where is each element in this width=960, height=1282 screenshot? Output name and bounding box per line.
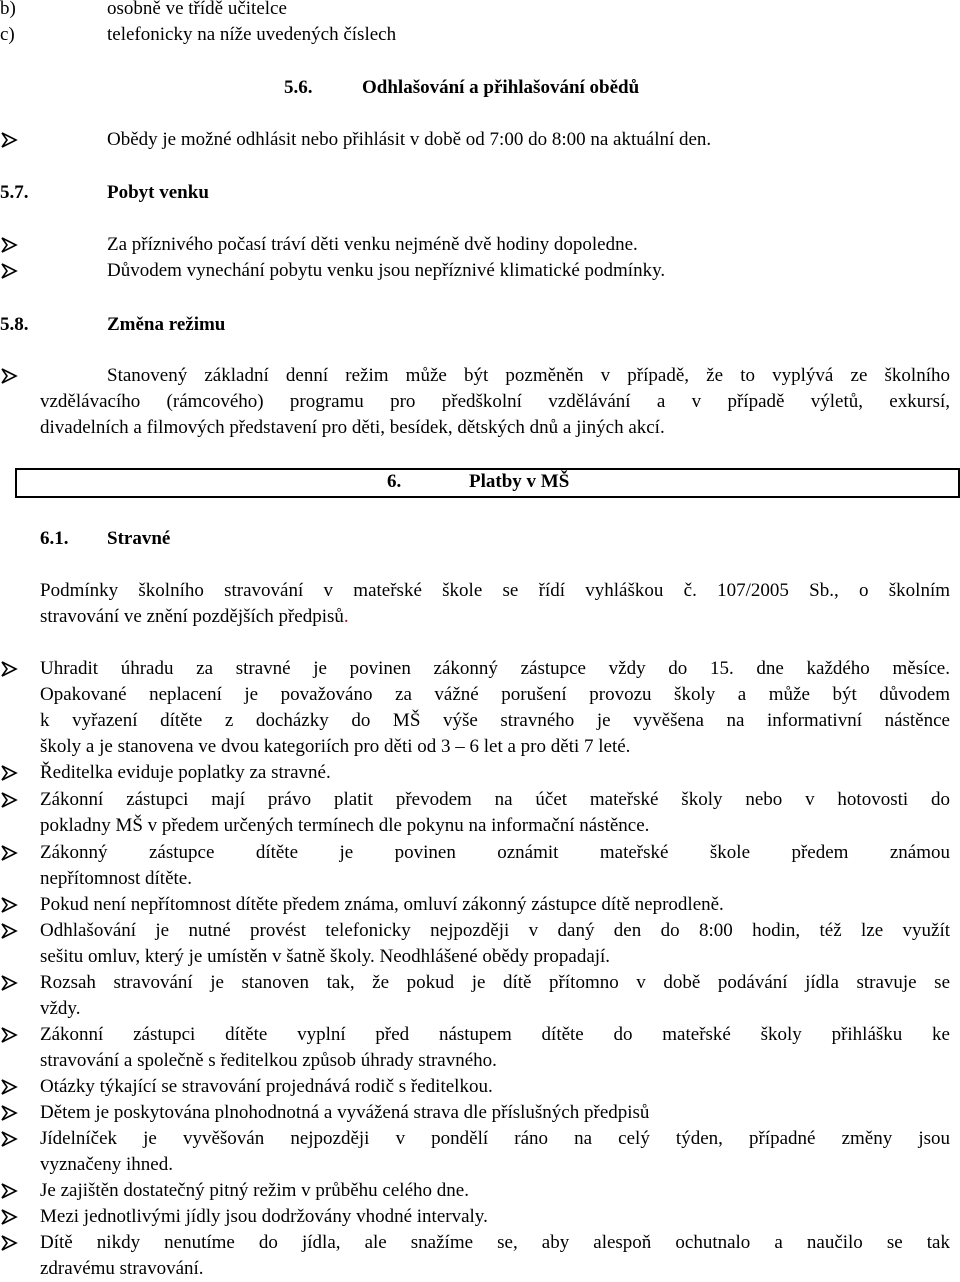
bullet-arrow-icon <box>0 764 18 782</box>
bullet-arrow-icon <box>0 844 18 862</box>
bullet-arrow-icon <box>0 1078 18 1096</box>
bullet-line: Mezi jednotlivými jídly jsou dodržovány vhodné intervaly. <box>40 1206 488 1227</box>
bullet-arrow-icon <box>0 1104 18 1122</box>
bullet-item <box>40 1126 950 1178</box>
bullet-line: vyznačeny ihned. <box>40 1154 173 1175</box>
section-number: 5.7. <box>0 182 29 203</box>
bullet-line: Odhlašování je nutné provést telefonicky nejpozději v daný den do 8:00 hodin, též lze využít <box>40 920 950 941</box>
bullet-line: Zákonný zástupce dítěte je povinen oznámit mateřské škole předem známou <box>40 842 950 863</box>
bullet-arrow-icon <box>0 791 18 809</box>
list-marker: b) <box>0 0 16 19</box>
bullet-arrow-icon <box>0 1130 18 1148</box>
bullet-arrow-icon <box>0 367 18 385</box>
paragraph-line: Podmínky školního stravování v mateřské škole se řídí vyhláškou č. 107/2005 Sb., o školním <box>40 580 950 601</box>
section-title: Platby v MŠ <box>469 471 570 492</box>
bullet-item <box>40 1204 950 1230</box>
section-title: Změna režimu <box>107 314 226 335</box>
bullet-text: Důvodem vynechání pobytu venku jsou nepříznivé klimatické podmínky. <box>107 260 666 281</box>
list-text: osobně ve třídě učitelce <box>107 0 287 19</box>
bullet-line: Dítě nikdy nenutíme do jídla, ale snažíme se, aby alespoň ochutnalo a naučilo se tak <box>40 1232 950 1253</box>
bullet-line: Uhradit úhradu za stravné je povinen zákonný zástupce vždy do 15. dne každého měsíce. <box>40 658 950 679</box>
bullet-line: vždy. <box>40 998 81 1019</box>
section-number: 5.6. <box>284 77 313 98</box>
bullet-item <box>40 970 950 1022</box>
section-title: Pobyt venku <box>107 182 209 203</box>
section-number: 5.8. <box>0 314 29 335</box>
bullet-line: Pokud není nepřítomnost dítěte předem známa, omluví zákonný zástupce dítě neprodleně. <box>40 894 724 915</box>
bullet-line: nepřítomnost dítěte. <box>40 868 192 889</box>
paragraph-stravne-intro <box>40 578 950 630</box>
section-heading-5-8 <box>0 312 226 338</box>
bullet-item <box>40 892 950 918</box>
section-number: 6. <box>387 471 402 492</box>
bullet-arrow-icon <box>0 1026 18 1044</box>
bullet-arrow-icon <box>0 922 18 940</box>
bullet-line: k vyřazení dítěte z docházky do MŠ výše stravného je vyvěšena na informativní nástěnce <box>40 710 950 731</box>
bullet-item <box>40 1022 950 1074</box>
section-number: 6.1. <box>40 528 69 549</box>
bullet-arrow-icon <box>0 896 18 914</box>
paragraph-line <box>40 604 950 630</box>
bullet-item <box>40 760 950 786</box>
section-heading-6-1 <box>40 526 171 552</box>
bullet-line: školy a je stanovena ve dvou kategoriích pro děti od 3 – 6 let a pro děti 7 leté. <box>40 736 631 757</box>
bullet-line: Jídelníček je vyvěšován nejpozději v pondělí ráno na celý týden, případné změny jsou <box>40 1128 950 1149</box>
bullet-item <box>40 1074 950 1100</box>
bullet-item <box>40 1230 950 1282</box>
bullet-arrow-icon <box>0 974 18 992</box>
bullet-item <box>40 840 950 892</box>
bullet-line: Je zajištěn dostatečný pitný režim v průběhu celého dne. <box>40 1180 469 1201</box>
bullet-item <box>40 1178 950 1204</box>
section-title: Odhlašování a přihlašování obědů <box>362 77 640 98</box>
bullet-item <box>40 1100 950 1126</box>
bullet-arrow-icon <box>0 1208 18 1226</box>
bullet-line: Otázky týkající se stravování projednává rodič s ředitelkou. <box>40 1076 493 1097</box>
bullet-item <box>40 918 950 970</box>
bullet-text: Za příznivého počasí tráví děti venku nejméně dvě hodiny dopoledne. <box>107 234 638 255</box>
bullet-arrow-icon <box>0 660 18 678</box>
paragraph-line: divadelních a filmových představení pro děti, besídek, dětských dnů a jiných akcí. <box>40 417 665 438</box>
paragraph-text-red: . <box>343 606 349 627</box>
section-heading-5-7 <box>0 180 209 206</box>
bullet-item <box>40 787 950 839</box>
bullet-line: Ředitelka eviduje poplatky za stravné. <box>40 762 331 783</box>
paragraph-line: vzdělávacího (rámcového) programu pro předškolní vzdělávání a v případě výletů, exkursí, <box>40 391 950 412</box>
section-title: Stravné <box>107 528 171 549</box>
bullet-arrow-icon <box>0 262 18 280</box>
paragraph-line: Stanovený základní denní režim může být pozměněn v případě, že to vyplývá ze školního <box>107 365 950 386</box>
bullet-arrow-icon <box>0 236 18 254</box>
list-marker: c) <box>0 24 15 45</box>
bullet-arrow-icon <box>0 1234 18 1252</box>
bullet-arrow-icon <box>0 1182 18 1200</box>
bullet-line: sešitu omluv, který je umístěn v šatně školy. Neodhlášené obědy propadají. <box>40 946 611 967</box>
bullet-item <box>40 656 950 760</box>
list-text: telefonicky na níže uvedených číslech <box>107 24 397 45</box>
bullet-line: Opakované neplacení je považováno za vážné porušení provozu školy a může být důvodem <box>40 684 950 705</box>
bullet-arrow-icon <box>0 131 18 149</box>
bullet-line: Zákonní zástupci dítěte vyplní před nástupem dítěte do mateřské školy přihlášku ke <box>40 1024 950 1045</box>
bullet-line: Rozsah stravování je stanoven tak, že pokud je dítě přítomno v době podávání jídla stravuje se <box>40 972 950 993</box>
list-item-b <box>0 0 287 22</box>
bullet-line: pokladny MŠ v předem určených termínech dle pokynu na informační nástěnce. <box>40 815 650 836</box>
list-item-c <box>0 22 397 48</box>
section-heading-5-6 <box>284 75 640 101</box>
heading-box <box>15 468 960 498</box>
paragraph-text: stravování ve znění pozdějších předpisů <box>40 606 344 627</box>
bullet-line: Dětem je poskytována plnohodnotná a vyvážená strava dle příslušných předpisů <box>40 1102 650 1123</box>
bullet-line: Zákonní zástupci mají právo platit převodem na účet mateřské školy nebo v hotovosti do <box>40 789 950 810</box>
paragraph-rezim <box>40 363 950 441</box>
bullet-line: zdravému stravování. <box>40 1258 204 1279</box>
bullet-text: Obědy je možné odhlásit nebo přihlásit v době od 7:00 do 8:00 na aktuální den. <box>107 129 712 150</box>
bullet-line: stravování a společně s ředitelkou způsob úhrady stravného. <box>40 1050 497 1071</box>
section-heading-6 <box>387 469 570 495</box>
